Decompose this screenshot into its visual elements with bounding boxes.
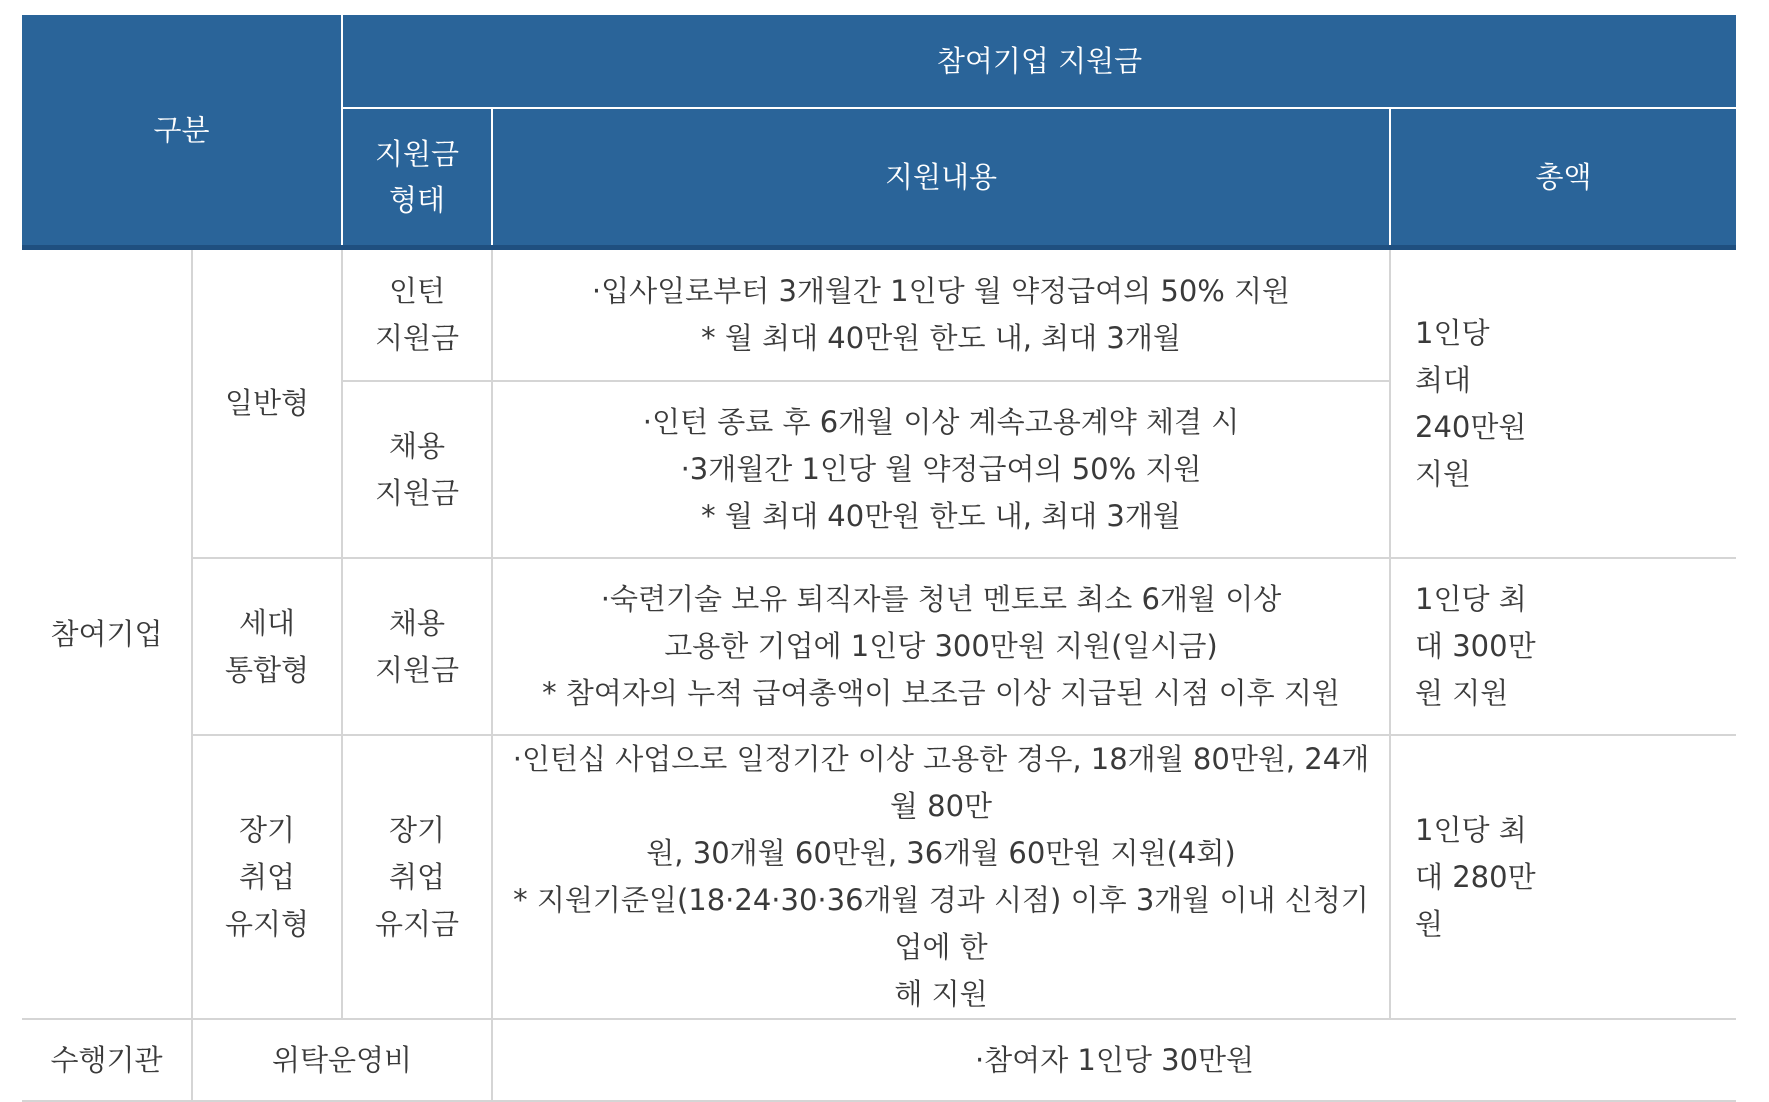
content-line: ·3개월간 1인당 월 약정급여의 50% 지원 — [680, 452, 1202, 486]
label-line: 장기 — [238, 812, 296, 847]
content-line: * 지원기준일(18·24·30·36개월 경과 시점) 이후 3개월 이내 신청기업에 한 — [513, 883, 1369, 964]
company-label: 참여기업 — [22, 248, 192, 1020]
label-line: 통합형 — [224, 652, 310, 687]
total-line: 1인당 — [1415, 315, 1490, 350]
content-line: 원, 30개월 60만원, 36개월 60만원 지원(4회) — [646, 836, 1236, 870]
table-row — [22, 735, 1736, 1019]
content-line: 고용한 기업에 1인당 300만원 지원(일시금) — [664, 629, 1218, 663]
table-row — [22, 558, 1736, 735]
content-line: * 월 최대 40만원 한도 내, 최대 3개월 — [701, 321, 1181, 355]
type-line: 취업 — [388, 859, 446, 894]
general-label: 일반형 — [192, 248, 342, 559]
label-line: 취업 — [238, 859, 296, 894]
intern-content — [492, 248, 1390, 382]
longterm-total — [1390, 735, 1736, 1019]
support-table-wrapper — [22, 15, 1736, 1102]
content-line: ·인턴십 사업으로 일정기간 이상 고용한 경우, 18개월 80만원, 24개월 80만 — [512, 742, 1370, 823]
total-line: 1인당 최 — [1415, 812, 1527, 847]
header-type — [342, 108, 492, 248]
type-line: 채용 — [388, 428, 446, 463]
header-category: 구분 — [22, 15, 342, 248]
content-line: * 참여자의 누적 급여총액이 보조금 이상 지급된 시점 이후 지원 — [542, 676, 1340, 710]
agency-label: 수행기관 — [22, 1019, 192, 1101]
total-line: 원 지원 — [1415, 676, 1509, 710]
agency-type: 위탁운영비 — [192, 1019, 492, 1101]
total-line: 대 300만 — [1415, 629, 1536, 663]
total-line: 240만원 — [1415, 409, 1527, 444]
type-line: 지원금 — [374, 321, 460, 355]
total-line: 대 280만 — [1415, 859, 1536, 894]
header-type-line: 지원금 — [374, 137, 460, 171]
table-row — [22, 248, 1736, 382]
content-line: 해 지원 — [894, 977, 988, 1011]
longterm-content — [492, 735, 1390, 1019]
hire-content — [492, 381, 1390, 558]
type-line: 지원금 — [374, 652, 460, 687]
content-line: ·숙련기술 보유 퇴직자를 청년 멘토로 최소 6개월 이상 — [600, 582, 1282, 616]
total-line: 최대 — [1415, 362, 1472, 397]
label-line: 세대 — [238, 605, 296, 640]
intern-type — [342, 248, 492, 382]
generation-total — [1390, 558, 1736, 735]
generation-content — [492, 558, 1390, 735]
support-table — [22, 15, 1736, 1102]
hire-type — [342, 381, 492, 558]
content-line: * 월 최대 40만원 한도 내, 최대 3개월 — [701, 499, 1181, 533]
label-line: 유지형 — [224, 906, 310, 941]
longterm-label — [192, 735, 342, 1019]
header-group: 참여기업 지원금 — [342, 15, 1736, 108]
total-line: 원 — [1415, 906, 1444, 941]
generation-label — [192, 558, 342, 735]
longterm-type — [342, 735, 492, 1019]
header-content: 지원내용 — [492, 108, 1390, 248]
total-line: 지원 — [1415, 456, 1472, 491]
agency-content: ·참여자 1인당 30만원 — [492, 1019, 1736, 1101]
type-line: 지원금 — [374, 475, 460, 510]
general-total — [1390, 248, 1736, 559]
generation-type — [342, 558, 492, 735]
header-total: 총액 — [1390, 108, 1736, 248]
type-line: 인턴 — [388, 274, 446, 308]
header-row-1 — [22, 15, 1736, 108]
header-type-line: 형태 — [388, 183, 446, 217]
type-line: 유지금 — [374, 906, 460, 941]
type-line: 채용 — [388, 605, 446, 640]
type-line: 장기 — [388, 812, 446, 847]
content-line: ·인턴 종료 후 6개월 이상 계속고용계약 체결 시 — [642, 405, 1240, 439]
content-line: ·입사일로부터 3개월간 1인당 월 약정급여의 50% 지원 — [591, 274, 1291, 308]
table-row — [22, 1019, 1736, 1101]
total-line: 1인당 최 — [1415, 582, 1527, 616]
